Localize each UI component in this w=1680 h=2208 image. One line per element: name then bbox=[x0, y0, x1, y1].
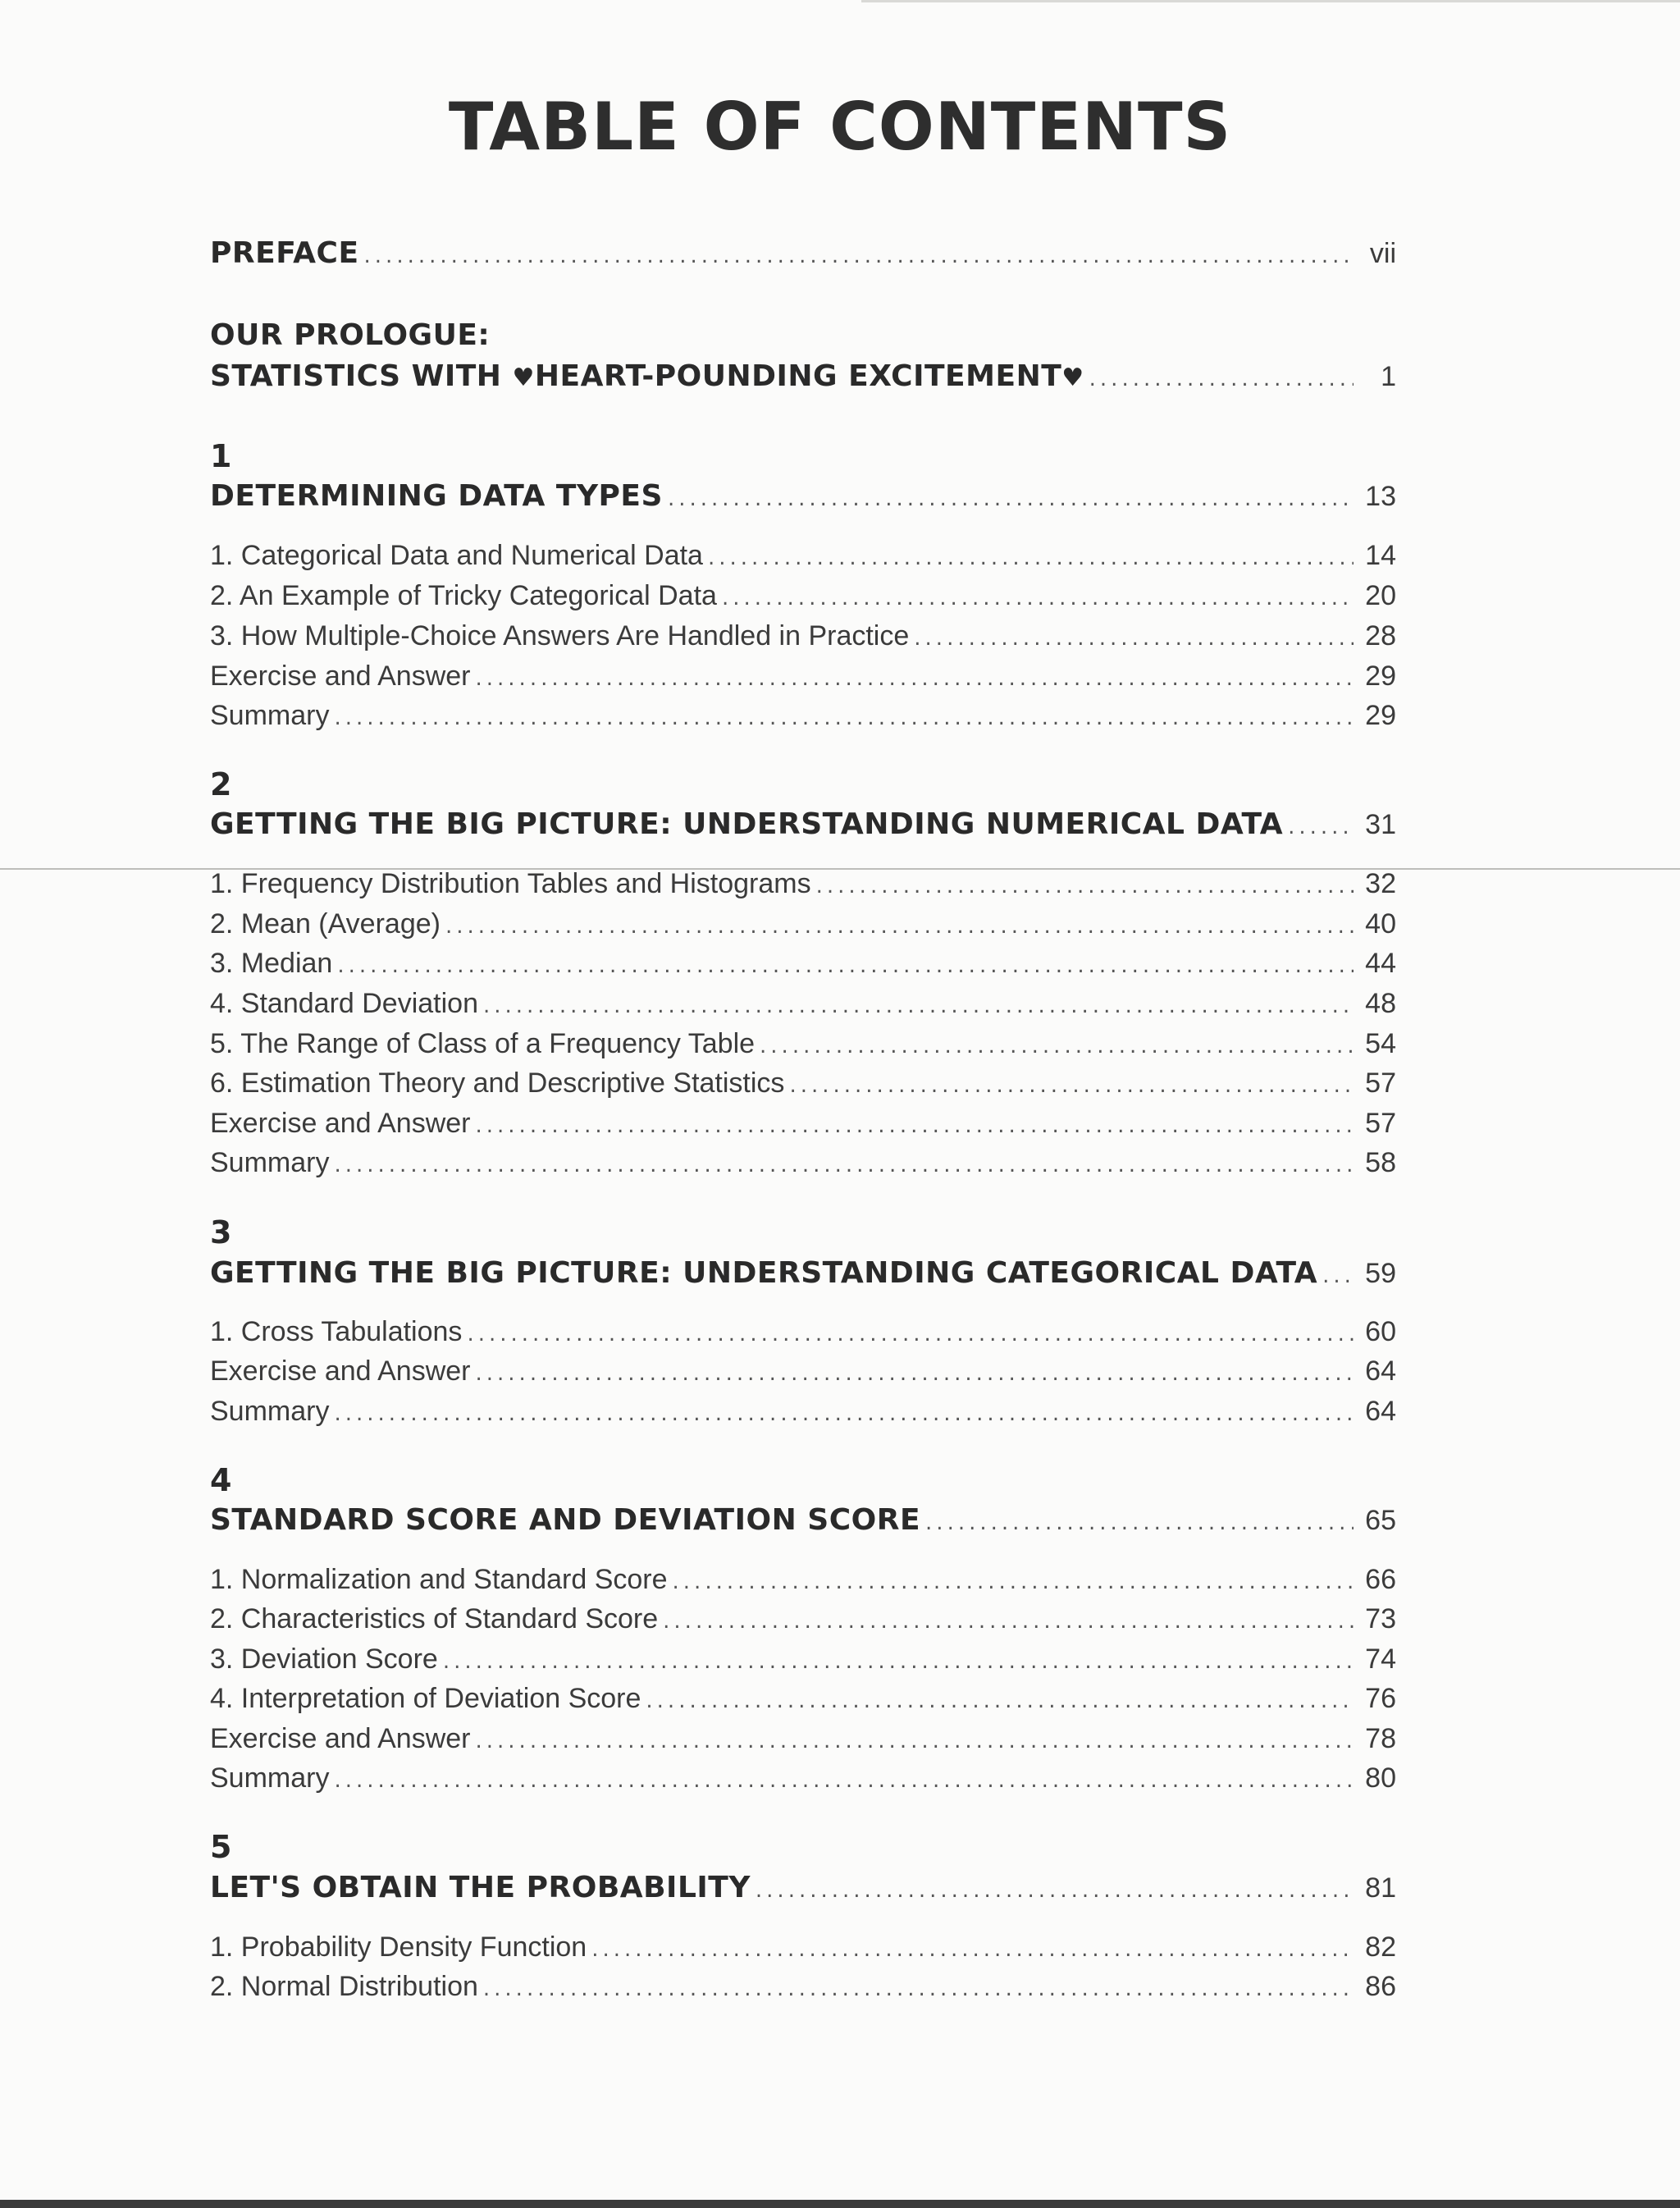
leader-dots bbox=[1288, 815, 1354, 839]
prologue-title-a: STATISTICS WITH bbox=[210, 359, 502, 393]
entry-page: 57 bbox=[1365, 1067, 1396, 1099]
entry-page: 86 bbox=[1365, 1971, 1396, 2002]
entry-page: 32 bbox=[1365, 868, 1396, 899]
entry-label: 2. Characteristics of Standard Score bbox=[210, 1603, 659, 1634]
toc-entry[interactable] bbox=[210, 580, 1396, 612]
chapter-title: LET'S OBTAIN THE PROBABILITY bbox=[210, 1871, 751, 1904]
toc-preface[interactable] bbox=[210, 236, 1396, 270]
toc-entry[interactable] bbox=[210, 700, 1396, 732]
prologue-title-b: HEART-POUNDING EXCITEMENT bbox=[534, 359, 1062, 393]
entry-label: 4. Interpretation of Deviation Score bbox=[210, 1683, 641, 1714]
leader-dots bbox=[483, 1977, 1354, 2001]
page-title: TABLE OF CONTENTS bbox=[448, 89, 1232, 165]
toc-entry[interactable] bbox=[210, 1028, 1396, 1060]
toc-chapter[interactable] bbox=[210, 1871, 1396, 1904]
leader-dots bbox=[914, 626, 1354, 651]
leader-dots bbox=[443, 1649, 1354, 1674]
leader-dots bbox=[337, 953, 1354, 978]
leader-dots bbox=[646, 1689, 1354, 1713]
toc-chapter[interactable] bbox=[210, 479, 1396, 513]
entry-label: Summary bbox=[210, 700, 330, 731]
toc-entry[interactable] bbox=[210, 661, 1396, 693]
chapter-number: 3 bbox=[210, 1214, 232, 1250]
toc-entry[interactable] bbox=[210, 1762, 1396, 1794]
leader-dots bbox=[1322, 1264, 1354, 1288]
heart-icon: ♥ bbox=[1061, 363, 1084, 392]
toc-chapter[interactable] bbox=[210, 1256, 1396, 1290]
entry-page: 60 bbox=[1365, 1316, 1396, 1347]
leader-dots bbox=[334, 1401, 1354, 1426]
toc-prologue[interactable] bbox=[210, 359, 1396, 393]
leader-dots bbox=[334, 1768, 1354, 1793]
leader-dots bbox=[467, 1322, 1354, 1346]
scan-edge-top bbox=[861, 0, 1680, 2]
leader-dots bbox=[476, 1361, 1354, 1386]
entry-page: 57 bbox=[1365, 1108, 1396, 1139]
entry-page: 80 bbox=[1365, 1762, 1396, 1794]
entry-page: 20 bbox=[1365, 580, 1396, 611]
entry-page: 76 bbox=[1365, 1683, 1396, 1714]
entry-page: 73 bbox=[1365, 1603, 1396, 1634]
toc-entry[interactable] bbox=[210, 1396, 1396, 1428]
entry-label: 2. Normal Distribution bbox=[210, 1971, 478, 2002]
toc-entry[interactable] bbox=[210, 1355, 1396, 1387]
chapter-page: 13 bbox=[1365, 481, 1396, 512]
entry-page: 78 bbox=[1365, 1723, 1396, 1754]
entry-label: 6. Estimation Theory and Descriptive Statistics bbox=[210, 1067, 785, 1099]
toc-entry[interactable] bbox=[210, 1603, 1396, 1635]
toc-entry[interactable] bbox=[210, 1067, 1396, 1099]
entry-label: 2. Mean (Average) bbox=[210, 908, 441, 939]
prologue-heading: OUR PROLOGUE: bbox=[210, 318, 491, 352]
chapter-number: 4 bbox=[210, 1462, 232, 1498]
toc-entry[interactable] bbox=[210, 1147, 1396, 1179]
toc-entry[interactable] bbox=[210, 1316, 1396, 1348]
entry-label: 3. Deviation Score bbox=[210, 1643, 438, 1675]
entry-page: 64 bbox=[1365, 1396, 1396, 1427]
leader-dots bbox=[1089, 367, 1354, 391]
toc-entry[interactable] bbox=[210, 1971, 1396, 2003]
entry-label: 2. An Example of Tricky Categorical Data bbox=[210, 580, 717, 611]
toc-entry[interactable] bbox=[210, 1683, 1396, 1715]
toc-entry[interactable] bbox=[210, 908, 1396, 940]
chapter-title: STANDARD SCORE AND DEVIATION SCORE bbox=[210, 1503, 921, 1537]
entry-label: Exercise and Answer bbox=[210, 1723, 471, 1754]
entry-label: Exercise and Answer bbox=[210, 1108, 471, 1139]
chapter-page: 59 bbox=[1365, 1258, 1396, 1289]
leader-dots bbox=[334, 1153, 1354, 1177]
toc-entry[interactable] bbox=[210, 868, 1396, 900]
chapter-number: 2 bbox=[210, 766, 232, 802]
entry-label: 3. Median bbox=[210, 948, 333, 979]
chapter-page: 81 bbox=[1365, 1872, 1396, 1904]
entry-label: 1. Categorical Data and Numerical Data bbox=[210, 540, 703, 571]
preface-label: PREFACE bbox=[210, 236, 359, 270]
leader-dots bbox=[816, 874, 1354, 898]
preface-page: vii bbox=[1369, 238, 1396, 269]
chapter-page: 31 bbox=[1365, 809, 1396, 840]
entry-page: 29 bbox=[1365, 661, 1396, 692]
entry-label: 1. Normalization and Standard Score bbox=[210, 1564, 668, 1595]
toc-entry[interactable] bbox=[210, 540, 1396, 572]
entry-label: 1. Probability Density Function bbox=[210, 1931, 587, 1963]
prologue-title bbox=[210, 359, 1084, 393]
leader-dots bbox=[364, 244, 1354, 268]
entry-page: 44 bbox=[1365, 948, 1396, 979]
entry-page: 28 bbox=[1365, 620, 1396, 651]
leader-dots bbox=[483, 994, 1354, 1018]
entry-page: 58 bbox=[1365, 1147, 1396, 1178]
leader-dots bbox=[722, 586, 1354, 610]
toc-chapter[interactable] bbox=[210, 807, 1396, 841]
entry-label: 5. The Range of Class of a Frequency Table bbox=[210, 1028, 756, 1059]
toc-entry[interactable] bbox=[210, 1564, 1396, 1596]
entry-page: 74 bbox=[1365, 1643, 1396, 1675]
leader-dots bbox=[591, 1937, 1354, 1962]
toc-entry[interactable] bbox=[210, 1643, 1396, 1675]
entry-page: 54 bbox=[1365, 1028, 1396, 1059]
leader-dots bbox=[476, 1729, 1354, 1753]
leader-dots bbox=[789, 1073, 1354, 1098]
prologue-page: 1 bbox=[1381, 361, 1396, 392]
toc-entry[interactable] bbox=[210, 1108, 1396, 1140]
entry-label: Summary bbox=[210, 1396, 330, 1427]
entry-label: Exercise and Answer bbox=[210, 1355, 471, 1387]
leader-dots bbox=[445, 914, 1354, 939]
entry-page: 66 bbox=[1365, 1564, 1396, 1595]
leader-dots bbox=[668, 487, 1354, 511]
toc-entry[interactable] bbox=[210, 1931, 1396, 1963]
leader-dots bbox=[334, 706, 1354, 730]
toc-entry[interactable] bbox=[210, 620, 1396, 652]
leader-dots bbox=[756, 1878, 1354, 1903]
toc-chapter[interactable] bbox=[210, 1503, 1396, 1537]
leader-dots bbox=[476, 1113, 1354, 1138]
entry-page: 14 bbox=[1365, 540, 1396, 571]
chapter-title: DETERMINING DATA TYPES bbox=[210, 479, 663, 513]
entry-page: 48 bbox=[1365, 988, 1396, 1019]
entry-page: 29 bbox=[1365, 700, 1396, 731]
entry-label: 1. Frequency Distribution Tables and Histograms bbox=[210, 868, 811, 899]
entry-page: 64 bbox=[1365, 1355, 1396, 1387]
entry-label: 4. Standard Deviation bbox=[210, 988, 478, 1019]
toc-entry[interactable] bbox=[210, 948, 1396, 980]
entry-page: 82 bbox=[1365, 1931, 1396, 1963]
toc-entry[interactable] bbox=[210, 1723, 1396, 1755]
leader-dots bbox=[708, 546, 1354, 570]
chapter-title: GETTING THE BIG PICTURE: UNDERSTANDING NUMERICAL DATA bbox=[210, 807, 1284, 841]
scan-edge-bottom bbox=[0, 2200, 1680, 2208]
heart-icon: ♥ bbox=[512, 363, 535, 392]
leader-dots bbox=[925, 1511, 1354, 1535]
leader-dots bbox=[673, 1570, 1354, 1594]
entry-label: 3. How Multiple-Choice Answers Are Handled in Practice bbox=[210, 620, 910, 651]
toc-entry[interactable] bbox=[210, 988, 1396, 1020]
leader-dots bbox=[476, 666, 1354, 691]
entry-label: 1. Cross Tabulations bbox=[210, 1316, 463, 1347]
entry-page: 40 bbox=[1365, 908, 1396, 939]
entry-label: Summary bbox=[210, 1762, 330, 1794]
chapter-title: GETTING THE BIG PICTURE: UNDERSTANDING CATEGORICAL DATA bbox=[210, 1256, 1318, 1290]
entry-label: Summary bbox=[210, 1147, 330, 1178]
chapter-number: 1 bbox=[210, 438, 232, 474]
chapter-number: 5 bbox=[210, 1829, 232, 1865]
chapter-page: 65 bbox=[1365, 1505, 1396, 1536]
leader-dots bbox=[760, 1034, 1354, 1058]
leader-dots bbox=[663, 1609, 1354, 1634]
entry-label: Exercise and Answer bbox=[210, 661, 471, 692]
